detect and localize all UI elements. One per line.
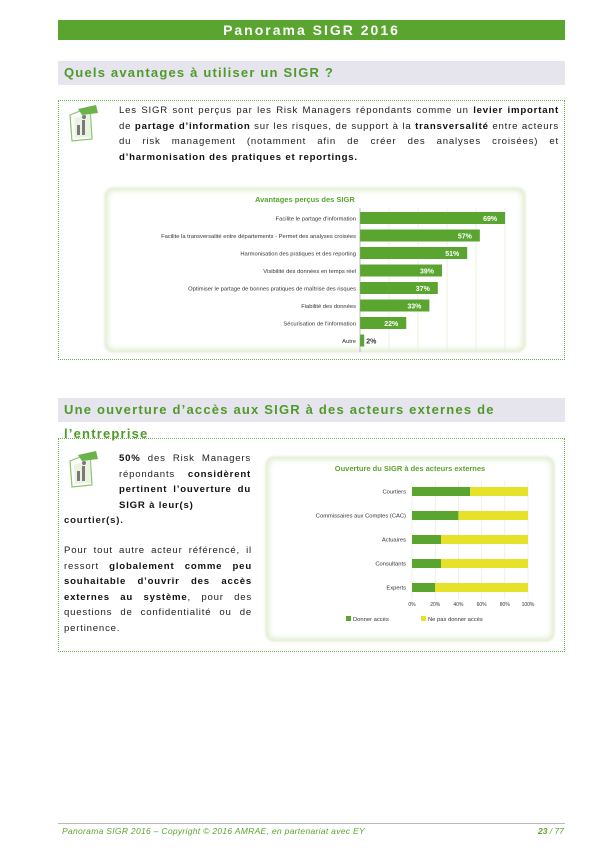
chart1-value-label: 57% (457, 233, 472, 241)
external-access-paragraph-1b: courtier(s). (64, 515, 124, 526)
chart2-bar-donner (412, 559, 441, 568)
chart2-tick-label: 80% (499, 602, 510, 608)
chart2-tick-label: 60% (476, 602, 487, 608)
chart1-category-label: Harmonisation des pratiques et des reporting (240, 251, 356, 258)
chart2-legend-swatch (421, 616, 426, 621)
footer-copyright: Panorama SIGR 2016 – Copyright © 2016 AMRAE, en partenariat avec EY (62, 826, 365, 836)
chart1-value-label: 2% (366, 338, 377, 346)
chart2-category-label: Courtiers (382, 489, 406, 496)
chart1-category-label: Visibilité des données en temps réel (263, 269, 356, 275)
chart2-bar-donner (412, 487, 470, 496)
chart2-legend-label: Ne pas donner accès (428, 617, 483, 623)
chart2-category-label: Commissaires aux Comptes (CAC) (315, 513, 406, 520)
chart1-value-label: 22% (384, 321, 399, 328)
external-access-box (58, 438, 565, 652)
advantages-chart (105, 188, 525, 352)
chart2-tick-label: 20% (430, 602, 441, 608)
chart1-category-label: Facilite le partage d'information (275, 216, 356, 223)
chart2-bar-donner (412, 535, 441, 544)
chart1-value-label: 39% (419, 268, 435, 276)
external-access-paragraph-1a: 50% des Risk Managers répondants considèrent pertinent l’ouverture du SIGR à leur(s) (119, 453, 251, 511)
chart1-bar (360, 335, 364, 347)
chart2-category-label: Experts (386, 585, 406, 592)
chart1-title: Avantages perçus des SIGR (255, 195, 355, 204)
document-chart-icon (68, 105, 100, 143)
page-header-banner (58, 20, 565, 40)
chart1-category-label: Autre (342, 339, 356, 345)
page-header-title: Panorama SIGR 2016 (223, 22, 400, 38)
advantages-chart-card (105, 188, 525, 352)
chart2-bar-donner (412, 511, 458, 520)
external-access-chart (266, 457, 554, 641)
chart2-legend-swatch (346, 616, 351, 621)
chart1-value-label: 69% (483, 216, 498, 223)
chart2-title: Ouverture du SIGR à des acteurs externes (334, 464, 486, 473)
advantages-box (58, 100, 565, 360)
chart2-bar-ne-pas-donner (458, 511, 528, 520)
chart2-bar-ne-pas-donner (435, 583, 528, 592)
chart1-category-label: Optimiser le partage de bonnes pratiques de maîtrise des risques (188, 286, 356, 293)
chart2-bar-donner (412, 583, 435, 592)
chart1-category-label: Sécurisation de l'information (283, 321, 356, 328)
external-access-chart-card (266, 457, 554, 641)
footer-page-number: 23 / 77 (537, 826, 564, 836)
advantages-paragraph: Les SIGR sont perçus par les Risk Managers répondants comme un levier important de partage d’information sur les risques, de support à la transversalité entre acteurs du risk management (notamment afin de créer des analyses croisées) et d’harmonisation des pratiques et reportings. (119, 105, 559, 163)
chart1-value-label: 37% (415, 286, 430, 293)
footer-divider (58, 823, 565, 824)
section-title-advantages: Quels avantages à utiliser un SIGR ? (58, 61, 565, 85)
chart1-value-label: 51% (445, 251, 460, 258)
chart2-legend-label: Donner accès (353, 617, 389, 623)
chart2-bar-ne-pas-donner (470, 487, 528, 496)
chart1-bar (360, 317, 406, 329)
chart2-tick-label: 40% (453, 602, 464, 608)
chart2-bar-ne-pas-donner (441, 559, 528, 568)
document-chart-icon (68, 451, 100, 489)
chart1-value-label: 33% (407, 303, 422, 311)
external-access-paragraph-2: Pour tout autre acteur référencé, il ressort globalement comme peu souhaitable d’ouvrir des accès externes au système, pour des questions de confidentialité ou de pertinence. (64, 545, 252, 634)
chart2-tick-label: 100% (521, 602, 535, 608)
chart2-category-label: Actuaires (381, 537, 406, 544)
chart2-category-label: Consultants (375, 561, 406, 568)
section-title-external-access: Une ouverture d’accès aux SIGR à des acteurs externes de l’entreprise (58, 398, 565, 422)
chart2-tick-label: 0% (408, 602, 416, 608)
chart1-category-label: Fiabilité des données (301, 304, 356, 310)
chart2-bar-ne-pas-donner (441, 535, 528, 544)
chart1-category-label: Facilite la transversalité entre départements - Permet des analyses croisées (161, 234, 356, 240)
